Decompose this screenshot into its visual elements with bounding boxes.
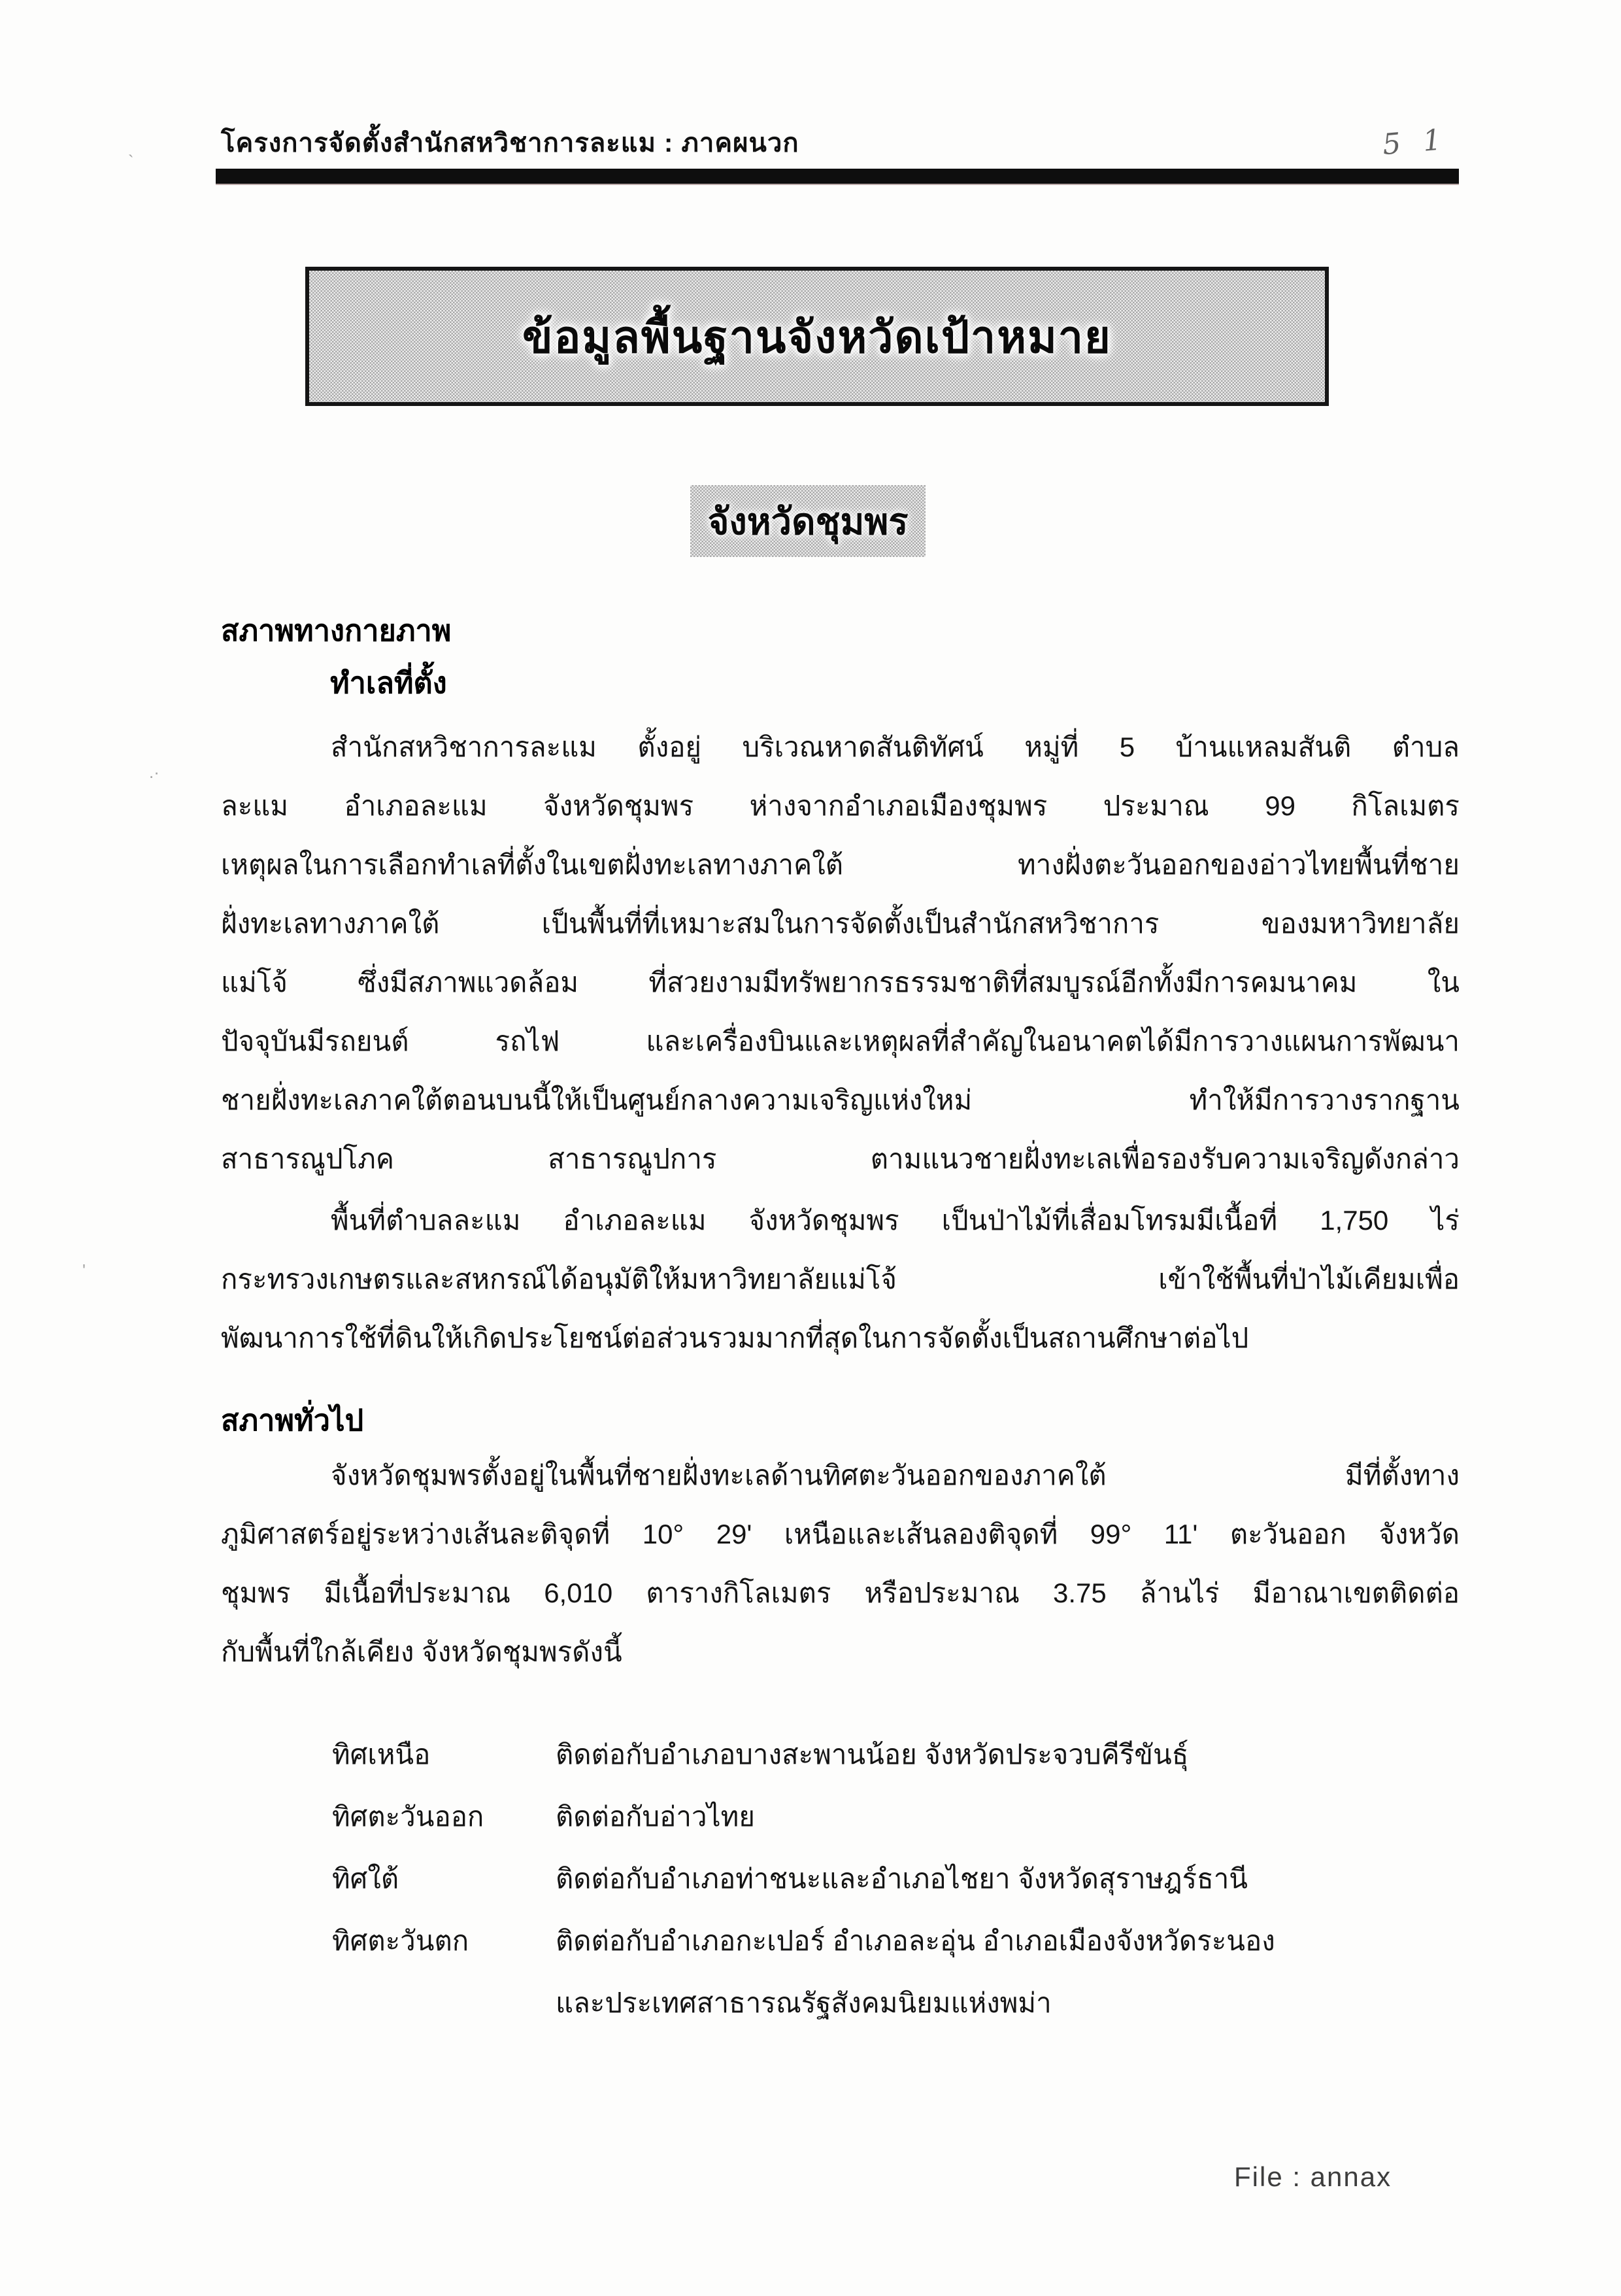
footer-file-label: File : annax: [1234, 2161, 1392, 2192]
subheading-location: ทำเลที่ตั้ง: [330, 666, 447, 700]
header-rule-bar: [216, 169, 1459, 184]
document-header-title: โครงการจัดตั้งสำนักสหวิชาการละแม : ภาคผนวก: [221, 129, 799, 158]
province-banner: จังหวัดชุมพร: [690, 485, 926, 557]
paragraph-land-area: [221, 1191, 1460, 1368]
text-line: แม่โจ้ ซึ่งมีสภาพแวดล้อม ที่สวยงามมีทรัพยากรธรรมชาติที่สมบูรณ์อีกทั้งมีการคมนาคม ใน: [221, 967, 1460, 998]
text-line: จังหวัดชุมพรตั้งอยู่ในพื้นที่ชายฝั่งทะเลด้านทิศตะวันออกของภาคใต้ มีที่ตั้งทาง: [331, 1460, 1460, 1491]
border-directions-list: [221, 1723, 1463, 2034]
text-line: กระทรวงเกษตรและสหกรณ์ได้อนุมัติให้มหาวิทยาลัยแม่โจ้ เข้าใช้พื้นที่ป่าไม้เคียมเพื่อ: [221, 1264, 1460, 1294]
direction-row: [221, 1785, 1463, 1848]
direction-value: ติดต่อกับอำเภอกะเปอร์ อำเภอละอุ่น อำเภอเมืองจังหวัดระนอง: [556, 1925, 1275, 1956]
section-heading-physical: สภาพทางกายภาพ: [221, 614, 452, 647]
text-line: ชายฝั่งทะเลภาคใต้ตอนบนนี้ให้เป็นศูนย์กลางความเจริญแห่งใหม่ ทำให้มีการวางรากฐาน: [221, 1085, 1460, 1115]
text-line: กับพื้นที่ใกล้เคียง จังหวัดชุมพรดังนี้: [221, 1636, 622, 1667]
direction-label: ทิศเหนือ: [332, 1739, 431, 1770]
direction-label: ทิศใต้: [332, 1863, 399, 1894]
direction-value: ติดต่อกับอ่าวไทย: [556, 1801, 755, 1832]
scan-artifact: ': [82, 1260, 86, 1280]
text-line: ภูมิศาสตร์อยู่ระหว่างเส้นละติจุดที่ 10° 29' เหนือและเส้นลองติจุดที่ 99° 11' ตะวันออก จังหวัด: [221, 1519, 1460, 1549]
scan-artifact: `: [128, 152, 134, 171]
section-heading-general: สภาพทั่วไป: [221, 1404, 364, 1437]
text-line: สำนักสหวิชาการละแม ตั้งอยู่ บริเวณหาดสันติทัศน์ หมู่ที่ 5 บ้านแหลมสันติ ตำบล: [331, 732, 1460, 762]
direction-label: [332, 1972, 556, 2034]
paragraph-location: [221, 718, 1460, 1189]
text-line: สาธารณูปโภค สาธารณูปการ ตามแนวชายฝั่งทะเลเพื่อรองรับความเจริญดังกล่าว: [221, 1143, 1460, 1174]
text-line: ปัจจุบันมีรถยนต์ รถไฟ และเครื่องบินและเหตุผลที่สำคัญในอนาคตได้มีการวางแผนการพัฒนา: [221, 1026, 1460, 1056]
text-line: พัฒนาการใช้ที่ดินให้เกิดประโยชน์ต่อส่วนรวมมากที่สุดในการจัดตั้งเป็นสถานศึกษาต่อไป: [221, 1323, 1249, 1353]
direction-value: ติดต่อกับอำเภอท่าชนะและอำเภอไชยา จังหวัดสุราษฎร์ธานี: [556, 1863, 1248, 1894]
handwritten-page-number: 5 1: [1380, 122, 1450, 162]
direction-value: และประเทศสาธารณรัฐสังคมนิยมแห่งพม่า: [556, 1987, 1052, 2018]
direction-row: [221, 1848, 1463, 1910]
text-line: ชุมพร มีเนื้อที่ประมาณ 6,010 ตารางกิโลเมตร หรือประมาณ 3.75 ล้านไร่ มีอาณาเขตติดต่อ: [221, 1578, 1460, 1608]
direction-row: [221, 1972, 1463, 2034]
paragraph-geography: [221, 1446, 1460, 1681]
direction-label: ทิศตะวันตก: [332, 1925, 469, 1956]
text-line: พื้นที่ตำบลละแม อำเภอละแม จังหวัดชุมพร เป็นป่าไม้ที่เสื่อมโทรมมีเนื้อที่ 1,750 ไร่: [331, 1205, 1460, 1236]
main-title-banner: ข้อมูลพื้นฐานจังหวัดเป้าหมาย: [305, 267, 1329, 406]
direction-label: ทิศตะวันออก: [332, 1801, 484, 1832]
direction-row: [221, 1723, 1463, 1785]
text-line: ฝั่งทะเลทางภาคใต้ เป็นพื้นที่ที่เหมาะสมในการจัดตั้งเป็นสำนักสหวิชาการ ของมหาวิทยาลัย: [221, 908, 1460, 939]
scan-artifact: .·: [149, 762, 159, 782]
text-line: ละแม อำเภอละแม จังหวัดชุมพร ห่างจากอำเภอเมืองชุมพร ประมาณ 99 กิโลเมตร: [221, 790, 1460, 821]
text-line: เหตุผลในการเลือกทำเลที่ตั้งในเขตฝั่งทะเลทางภาคใต้ ทางฝั่งตะวันออกของอ่าวไทยพื้นที่ชาย: [221, 849, 1460, 880]
direction-row: [221, 1910, 1463, 1972]
direction-value: ติดต่อกับอำเภอบางสะพานน้อย จังหวัดประจวบคีรีขันธุ์: [556, 1739, 1189, 1770]
